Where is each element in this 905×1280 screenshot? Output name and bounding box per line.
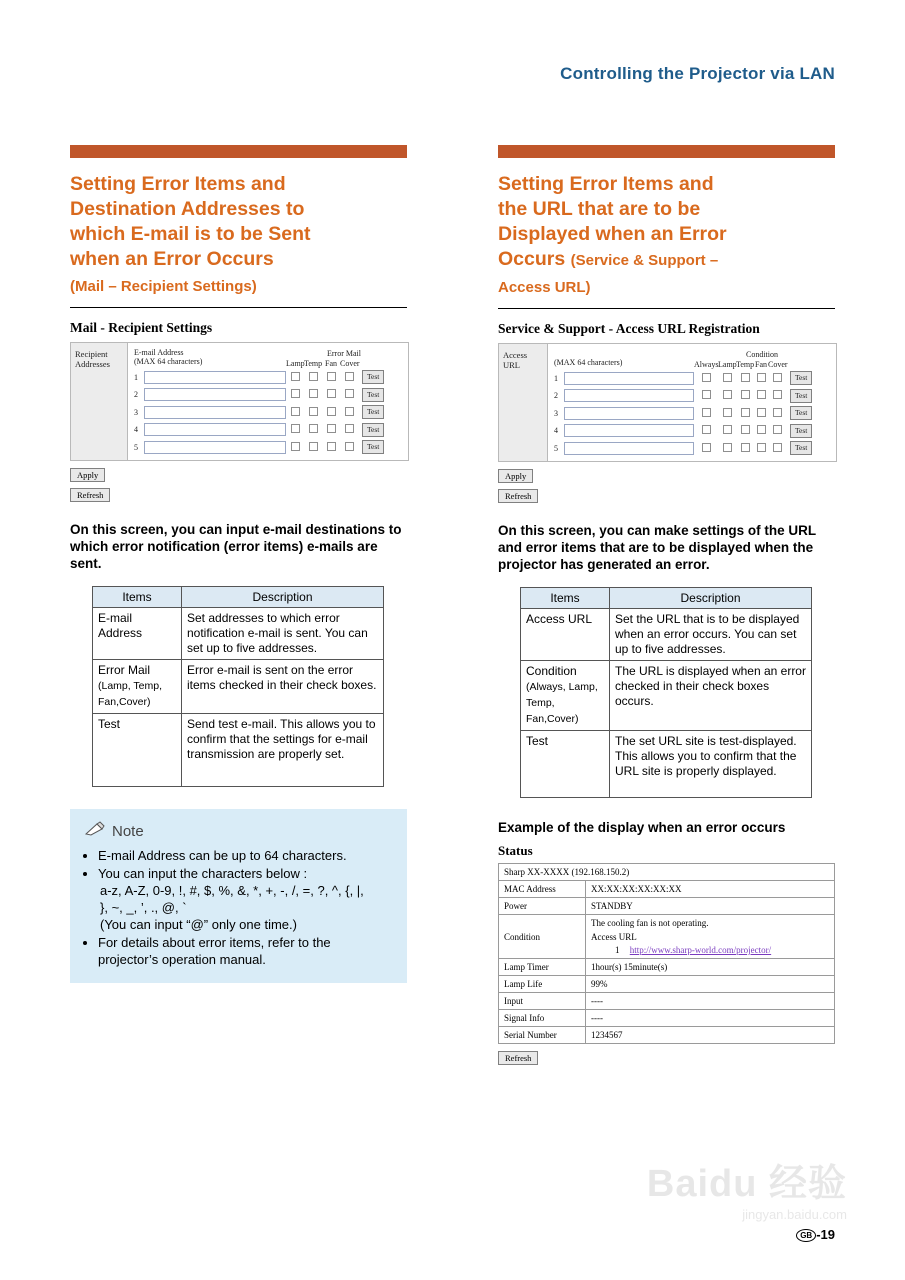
temp-checkbox-cell[interactable] <box>736 373 754 384</box>
cover-checkbox[interactable] <box>773 443 782 452</box>
temp-checkbox[interactable] <box>309 407 318 416</box>
cover-checkbox-cell[interactable] <box>340 424 358 435</box>
note-box <box>70 809 407 983</box>
table-row <box>134 370 402 384</box>
email-address-input[interactable] <box>144 441 286 454</box>
fan-checkbox[interactable] <box>757 373 766 382</box>
right-title-line3: Displayed when an Error <box>498 223 727 245</box>
fan-checkbox[interactable] <box>757 408 766 417</box>
watermark <box>647 1152 847 1222</box>
fan-checkbox[interactable] <box>327 442 336 451</box>
test-button[interactable]: Test <box>790 424 812 438</box>
shot-sidebar-right <box>499 344 548 461</box>
cover-checkbox[interactable] <box>773 390 782 399</box>
always-checkbox[interactable] <box>702 425 711 434</box>
table-row <box>521 731 812 798</box>
always-checkbox[interactable] <box>702 408 711 417</box>
cover-checkbox-cell[interactable] <box>768 425 786 436</box>
row-label: Lamp Life <box>499 976 586 993</box>
temp-checkbox[interactable] <box>309 442 318 451</box>
lamp-checkbox-cell[interactable] <box>718 373 736 384</box>
pencil-icon <box>84 821 106 841</box>
always-checkbox[interactable] <box>702 390 711 399</box>
condition-message: The cooling fan is not operating. <box>591 918 709 928</box>
table-row <box>93 660 384 714</box>
lamp-checkbox[interactable] <box>723 390 732 399</box>
col-temp: Temp <box>304 359 323 368</box>
cell-item: Test <box>521 731 610 798</box>
col-temp: Temp <box>736 360 755 369</box>
email-address-input[interactable] <box>144 423 286 436</box>
note-list <box>84 847 393 968</box>
refresh-button[interactable]: Refresh <box>498 489 538 503</box>
shot-sidebar-left <box>71 343 128 460</box>
fan-checkbox-cell[interactable] <box>322 424 340 435</box>
fan-checkbox[interactable] <box>757 390 766 399</box>
col-group-error-mail: Error Mail <box>327 349 361 358</box>
row-number: 2 <box>554 391 558 400</box>
table-row <box>499 864 835 881</box>
fan-checkbox-cell[interactable] <box>322 372 340 383</box>
table-row <box>93 714 384 787</box>
table-row <box>554 406 830 420</box>
temp-checkbox[interactable] <box>309 372 318 381</box>
fan-checkbox-cell[interactable] <box>754 390 768 401</box>
cover-checkbox[interactable] <box>773 425 782 434</box>
lamp-checkbox[interactable] <box>291 407 300 416</box>
left-section-title <box>70 172 407 299</box>
col-cover: Cover <box>768 360 788 369</box>
test-button[interactable]: Test <box>790 441 812 455</box>
table-row <box>499 959 835 976</box>
right-title-sub2: Access URL) <box>498 279 591 296</box>
apply-button[interactable]: Apply <box>70 468 105 482</box>
left-title-line2: Destination Addresses to <box>70 198 305 220</box>
row-value: 1234567 <box>586 1027 835 1044</box>
temp-checkbox-cell[interactable] <box>304 424 322 435</box>
cover-checkbox-cell[interactable] <box>340 407 358 418</box>
lamp-checkbox[interactable] <box>723 425 732 434</box>
table-row <box>499 1027 835 1044</box>
row-label: Serial Number <box>499 1027 586 1044</box>
note-charset-line1: a-z, A-Z, 0-9, !, #, $, %, &, *, +, -, /, =, ?, ^, {, |, <box>100 883 364 898</box>
test-button[interactable]: Test <box>362 388 384 402</box>
test-button[interactable]: Test <box>790 389 812 403</box>
example-heading: Example of the display when an error occurs <box>498 820 786 835</box>
lamp-checkbox[interactable] <box>291 424 300 433</box>
section-bar-left <box>70 145 407 158</box>
right-column <box>498 145 835 1066</box>
row-number: 2 <box>134 390 138 399</box>
email-address-input[interactable] <box>144 388 286 401</box>
fan-checkbox[interactable] <box>327 424 336 433</box>
cover-checkbox-cell[interactable] <box>768 390 786 401</box>
always-checkbox-cell[interactable] <box>694 443 718 454</box>
cover-checkbox[interactable] <box>345 372 354 381</box>
row-number: 1 <box>134 372 138 382</box>
test-button[interactable]: Test <box>362 405 384 419</box>
col-url-maxchars: (MAX 64 characters) <box>554 358 623 367</box>
cell-item: Access URL <box>521 609 610 661</box>
fan-checkbox-cell[interactable] <box>754 425 768 436</box>
right-section-title <box>498 172 835 300</box>
fan-checkbox[interactable] <box>757 443 766 452</box>
device-title-cell: Sharp XX-XXXX (192.168.150.2) <box>499 864 835 881</box>
always-checkbox-cell[interactable] <box>694 425 718 436</box>
left-paragraph: On this screen, you can input e-mail destinations to which error notification (error items) e-mails are sent. <box>70 522 402 571</box>
col-fan: Fan <box>755 360 767 369</box>
table-row <box>134 440 402 454</box>
condition-cell <box>586 915 835 959</box>
cover-checkbox[interactable] <box>345 389 354 398</box>
row-number: 3 <box>134 407 138 417</box>
cell-item: Test <box>93 714 182 787</box>
row-value: 1hour(s) 15minute(s) <box>586 959 835 976</box>
col-fan: Fan <box>325 359 337 368</box>
right-title-line2: the URL that are to be <box>498 198 701 220</box>
mail-recipient-settings-screenshot <box>70 342 409 461</box>
note-heading <box>84 821 393 841</box>
test-button[interactable]: Test <box>362 440 384 454</box>
lamp-checkbox-cell[interactable] <box>286 407 304 418</box>
cover-checkbox[interactable] <box>773 408 782 417</box>
right-title-line1: Setting Error Items and <box>498 173 714 195</box>
fan-checkbox[interactable] <box>327 389 336 398</box>
fan-checkbox[interactable] <box>757 425 766 434</box>
sidebar-line1: Recipient <box>75 349 108 359</box>
row-number: 5 <box>134 442 138 452</box>
col-lamp: Lamp <box>718 360 737 369</box>
table-row <box>499 976 835 993</box>
row-number: 3 <box>554 408 558 418</box>
lamp-checkbox-cell[interactable] <box>286 389 304 400</box>
fan-checkbox-cell[interactable] <box>322 407 340 418</box>
temp-checkbox-cell[interactable] <box>736 408 754 419</box>
cover-checkbox-cell[interactable] <box>768 443 786 454</box>
left-title-sub: (Mail – Recipient Settings) <box>70 278 257 295</box>
temp-checkbox[interactable] <box>741 425 750 434</box>
list-item: • For details about error items, refer to the projector’s operation manual. <box>98 934 393 968</box>
col-email-maxchars: (MAX 64 characters) <box>134 357 203 366</box>
email-address-input[interactable] <box>144 406 286 419</box>
table-row <box>554 389 830 403</box>
lamp-checkbox[interactable] <box>291 442 300 451</box>
row-value: XX:XX:XX:XX:XX:XX <box>586 881 835 898</box>
temp-checkbox[interactable] <box>309 389 318 398</box>
temp-checkbox[interactable] <box>741 408 750 417</box>
lamp-checkbox[interactable] <box>291 389 300 398</box>
test-button[interactable]: Test <box>790 406 812 420</box>
table-row <box>499 915 835 959</box>
cover-checkbox[interactable] <box>345 407 354 416</box>
cell-item-sublabel: (Lamp, Temp, Fan,Cover) <box>98 680 162 708</box>
temp-checkbox-cell[interactable] <box>736 425 754 436</box>
lamp-checkbox-cell[interactable] <box>286 372 304 383</box>
left-title-line1: Setting Error Items and <box>70 173 286 195</box>
cell-item-label: Condition <box>526 664 577 678</box>
table-row <box>134 405 402 419</box>
row-label: Condition <box>499 915 586 959</box>
access-url-input[interactable] <box>564 407 694 420</box>
lamp-checkbox-cell[interactable] <box>718 443 736 454</box>
apply-button[interactable]: Apply <box>498 469 533 483</box>
table-row <box>554 441 830 455</box>
lamp-checkbox[interactable] <box>291 372 300 381</box>
table-header-row <box>521 588 812 609</box>
row-value: 99% <box>586 976 835 993</box>
status-caption: Status <box>498 843 533 858</box>
row-label: Input <box>499 993 586 1010</box>
lamp-checkbox-cell[interactable] <box>718 408 736 419</box>
test-button[interactable]: Test <box>790 371 812 385</box>
watermark-sub: jingyan.baidu.com <box>742 1207 847 1222</box>
table-row <box>499 898 835 915</box>
list-item <box>98 865 393 933</box>
table-row <box>93 608 384 660</box>
left-title-line3: which E-mail is to be Sent <box>70 223 311 245</box>
list-item: • E-mail Address can be up to 64 characters. <box>98 847 393 864</box>
lamp-checkbox-cell[interactable] <box>286 424 304 435</box>
region-badge: GB <box>796 1229 816 1242</box>
table-row <box>499 1010 835 1027</box>
row-value: ---- <box>586 1010 835 1027</box>
row-label: Signal Info <box>499 1010 586 1027</box>
temp-checkbox-cell[interactable] <box>304 442 322 453</box>
row-number: 4 <box>134 425 138 434</box>
row-value: ---- <box>586 993 835 1010</box>
left-title-line4: when an Error Occurs <box>70 248 274 270</box>
cell-description: Error e-mail is sent on the error items checked in their check boxes. <box>182 660 384 714</box>
right-paragraph: On this screen, you can make settings of the URL and error items that are to be displayed when the projector has generated an error. <box>498 523 816 572</box>
cover-checkbox-cell[interactable] <box>340 389 358 400</box>
right-title-sub: (Service & Support – <box>570 252 719 269</box>
access-url-label: Access URL <box>591 932 637 942</box>
table-row <box>499 993 835 1010</box>
always-checkbox-cell[interactable] <box>694 373 718 384</box>
fan-checkbox[interactable] <box>327 407 336 416</box>
always-checkbox[interactable] <box>702 373 711 382</box>
always-checkbox[interactable] <box>702 443 711 452</box>
cover-checkbox-cell[interactable] <box>768 408 786 419</box>
temp-checkbox[interactable] <box>741 443 750 452</box>
lamp-checkbox[interactable] <box>723 408 732 417</box>
email-address-input[interactable] <box>144 371 286 384</box>
temp-checkbox[interactable] <box>741 390 750 399</box>
temp-checkbox-cell[interactable] <box>304 372 322 383</box>
always-checkbox-cell[interactable] <box>694 408 718 419</box>
access-url-entry <box>591 945 829 955</box>
left-column <box>70 145 407 983</box>
cell-item-sublabel: (Always, Lamp, Temp, Fan,Cover) <box>526 681 598 725</box>
row-label: Power <box>499 898 586 915</box>
note-charset-line3: (You can input “@” only one time.) <box>100 917 297 932</box>
test-button[interactable]: Test <box>362 423 384 437</box>
left-figure-caption: Mail - Recipient Settings <box>70 320 213 335</box>
table-row <box>521 661 812 731</box>
cell-item-label: Error Mail <box>98 663 151 677</box>
shot-header-right <box>554 349 830 369</box>
cover-checkbox[interactable] <box>345 442 354 451</box>
lamp-checkbox-cell[interactable] <box>718 390 736 401</box>
table-row <box>134 423 402 437</box>
right-title-line4: Occurs <box>498 248 566 270</box>
lamp-checkbox-cell[interactable] <box>286 442 304 453</box>
page-header-title: Controlling the Projector via LAN <box>560 64 835 83</box>
temp-checkbox-cell[interactable] <box>304 407 322 418</box>
temp-checkbox-cell[interactable] <box>736 443 754 454</box>
row-number: 4 <box>554 426 558 435</box>
cover-checkbox-cell[interactable] <box>340 442 358 453</box>
sidebar-line2: URL <box>503 360 520 370</box>
cell-description: Set addresses to which error notification e-mail is sent. You can set up to five addresses. <box>182 608 384 660</box>
lamp-checkbox-cell[interactable] <box>718 425 736 436</box>
access-url-registration-screenshot <box>498 343 837 462</box>
shot-body-right <box>548 344 836 461</box>
col-description: Description <box>182 587 384 608</box>
right-description-table <box>520 587 812 798</box>
access-url-input[interactable] <box>564 389 694 402</box>
note-charset-intro: You can input the characters below : <box>98 866 308 881</box>
left-title-rule <box>70 307 407 308</box>
table-header-row <box>93 587 384 608</box>
right-title-rule <box>498 308 835 309</box>
section-bar-right <box>498 145 835 158</box>
test-button[interactable]: Test <box>362 370 384 384</box>
row-number: 1 <box>554 373 558 383</box>
always-checkbox-cell[interactable] <box>694 390 718 401</box>
fan-checkbox-cell[interactable] <box>754 408 768 419</box>
table-row <box>134 388 402 402</box>
access-url-input[interactable] <box>564 424 694 437</box>
table-row <box>499 881 835 898</box>
cell-item <box>521 661 610 731</box>
temp-checkbox[interactable] <box>741 373 750 382</box>
access-url-input[interactable] <box>564 372 694 385</box>
sidebar-line2: Addresses <box>75 359 110 369</box>
access-url-input[interactable] <box>564 442 694 455</box>
row-number: 5 <box>554 443 558 453</box>
row-value: STANDBY <box>586 898 835 915</box>
temp-checkbox-cell[interactable] <box>736 390 754 401</box>
cover-checkbox-cell[interactable] <box>340 372 358 383</box>
temp-checkbox[interactable] <box>309 424 318 433</box>
page-footer <box>796 1227 835 1242</box>
lamp-checkbox[interactable] <box>723 443 732 452</box>
col-description: Description <box>610 588 812 609</box>
col-cover: Cover <box>340 359 360 368</box>
cover-checkbox-cell[interactable] <box>768 373 786 384</box>
shot-body-left <box>128 343 408 460</box>
access-url-index: 1 <box>615 945 620 955</box>
status-screenshot-table <box>498 863 835 1044</box>
cell-description: Set the URL that is to be displayed when an error occurs. You can set up to five addresses. <box>610 609 812 661</box>
page-number: -19 <box>816 1227 835 1242</box>
col-email-address: E-mail Address <box>134 348 184 357</box>
col-items: Items <box>521 588 610 609</box>
watermark-main: Baidu 经验 <box>646 1163 847 1205</box>
col-lamp: Lamp <box>286 359 305 368</box>
cell-description: The URL is displayed when an error checked in their check boxes occurs. <box>610 661 812 731</box>
cell-item: E-mail Address <box>93 608 182 660</box>
table-row <box>554 424 830 438</box>
fan-checkbox-cell[interactable] <box>322 389 340 400</box>
note-charset-line2: }, ~, _, ’, ., @, ` <box>100 900 187 915</box>
refresh-button[interactable]: Refresh <box>70 488 110 502</box>
lamp-checkbox[interactable] <box>723 373 732 382</box>
shot-header-left <box>134 348 402 368</box>
temp-checkbox-cell[interactable] <box>304 389 322 400</box>
col-items: Items <box>93 587 182 608</box>
cell-description: The set URL site is test-displayed. This allows you to confirm that the URL site is properly displayed. <box>610 731 812 798</box>
table-row <box>554 371 830 385</box>
cell-item <box>93 660 182 714</box>
right-figure-caption: Service & Support - Access URL Registration <box>498 321 760 336</box>
fan-checkbox-cell[interactable] <box>754 373 768 384</box>
access-url-link[interactable]: http://www.sharp-world.com/projector/ <box>629 945 772 955</box>
col-group-condition: Condition <box>745 350 778 359</box>
row-label: Lamp Timer <box>499 959 586 976</box>
status-refresh-button[interactable]: Refresh <box>498 1051 538 1065</box>
fan-checkbox[interactable] <box>327 372 336 381</box>
cover-checkbox[interactable] <box>345 424 354 433</box>
cell-description: Send test e-mail. This allows you to confirm that the settings for e-mail transmission are properly set. <box>182 714 384 787</box>
note-label: Note <box>112 822 144 840</box>
left-description-table <box>92 586 384 787</box>
row-label: MAC Address <box>499 881 586 898</box>
table-row <box>521 609 812 661</box>
col-always: Always <box>694 360 719 369</box>
cover-checkbox[interactable] <box>773 373 782 382</box>
fan-checkbox-cell[interactable] <box>754 443 768 454</box>
sidebar-line1: Access <box>503 350 528 360</box>
fan-checkbox-cell[interactable] <box>322 442 340 453</box>
